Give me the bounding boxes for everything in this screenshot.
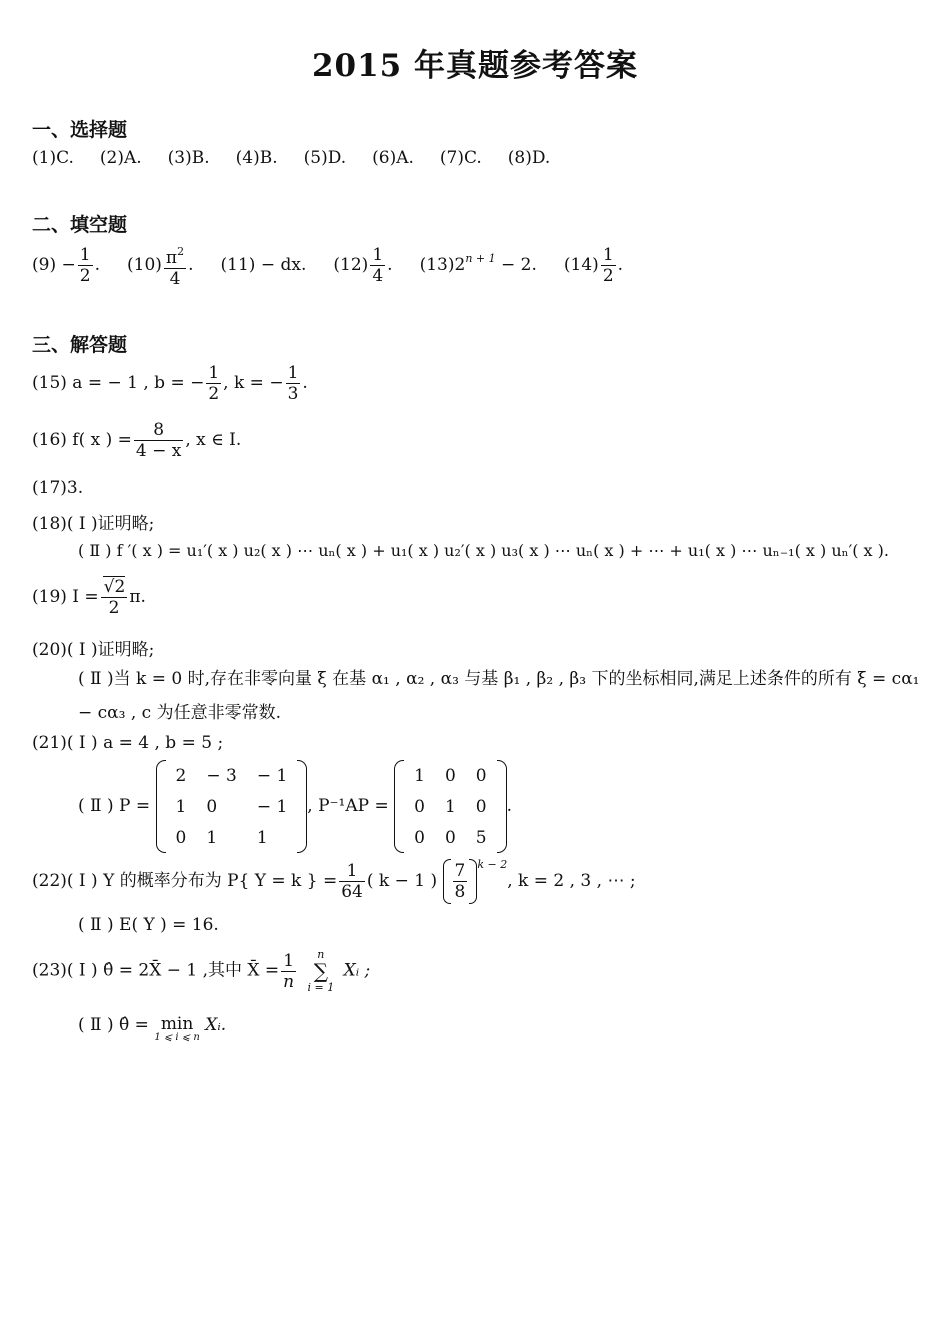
answer-q16: (16) f( x ) = $\frac{8}{4 - x}$ , x ∈ I. — [32, 420, 242, 461]
section-heading-fill: 二、填空题 — [32, 214, 128, 236]
fill-q10: (10) $\frac{\pi^2}{4}$ . — [127, 255, 194, 275]
fill-q9: (9) − $\frac{1}{2}$ . — [32, 245, 100, 286]
answer-q22-part1: (22)( Ⅰ ) Y 的概率分布为 P{ Y = k } = $\frac{1}{64}$ ( k − 1 ) $\frac{7}{8}$ $^{k - 2}$, k = 2 , 3 , ⋯ ; — [32, 858, 636, 902]
answer-q21-part2: ( Ⅱ ) P = 2 − 3 − 1 1 0 − 1 0 1 1 , P⁻¹AP = 1 0 0 0 1 0 0 0 5 . — [78, 760, 512, 853]
choice-answer: (4)B. — [235, 148, 278, 168]
fill-q14: (14) $\frac{1}{2}$ . — [563, 245, 624, 286]
choice-answer: (3)B. — [167, 148, 210, 168]
matrix-P: 2 − 3 − 1 1 0 − 1 0 1 1 — [156, 760, 308, 853]
answer-q20-part2: ( Ⅱ )当 k = 0 时,存在非零向量 ξ 在基 α₁ , α₂ , α₃ 与基 β₁ , β₂ , β₃ 下的坐标相同,满足上述条件的所有 ξ = cα₁ − cα₃ , c 为任意非零常数. — [78, 669, 920, 723]
answer-q19: (19) I = $\frac{√2}{2}$ π. — [32, 577, 146, 618]
matrix-diagonal: 1 0 0 0 1 0 0 0 5 — [394, 760, 506, 853]
answer-q15: (15) a = − 1 , b = − $\frac{1}{2}$ , k = − $\frac{1}{3}$ . — [32, 363, 308, 404]
answer-q18-part1: (18)( Ⅰ )证明略; — [32, 514, 155, 534]
section-heading-solve: 三、解答题 — [32, 334, 128, 356]
answer-q23-part2: ( Ⅱ ) θ̂ = min 1 ⩽ i ⩽ n Xᵢ. — [78, 1014, 227, 1043]
choice-answer: (7)C. — [439, 148, 482, 168]
choice-answer: (5)D. — [303, 148, 347, 168]
choice-answer: (1)C. — [32, 148, 74, 168]
answer-q18-part2: ( Ⅱ ) f ′( x ) = u₁′( x ) u₂( x ) ⋯ uₙ( x ) + u₁( x ) u₂′( x ) u₃( x ) ⋯ uₙ( x ) + ⋯ + u₁( x ) ⋯ uₙ₋₁( x ) uₙ′( x ). — [78, 541, 889, 560]
choice-answer: (8)D. — [507, 148, 551, 168]
answer-q21-part1: (21)( Ⅰ ) a = 4 , b = 5 ; — [32, 733, 224, 753]
choice-answer: (6)A. — [372, 148, 414, 168]
choice-answers-row — [32, 148, 576, 168]
answer-q17: (17)3. — [32, 478, 84, 498]
fill-q11: (11) − dx. — [220, 255, 307, 275]
fill-q12: (12) $\frac{1}{4}$ . — [333, 245, 393, 286]
answer-q20-part1: (20)( Ⅰ )证明略; — [32, 640, 155, 660]
page-title: 2015 年真题参考答案 — [311, 48, 639, 84]
choice-answer: (2)A. — [99, 148, 142, 168]
sum-symbol: n ∑ i = 1 — [307, 948, 335, 994]
answer-q22-part2: ( Ⅱ ) E( Y ) = 16. — [78, 915, 219, 935]
fill-q13: $(13)2^{n + 1} - 2$. — [419, 252, 537, 275]
answer-q23-part1: (23)( Ⅰ ) θ̂ = 2X̄ − 1 ,其中 X̄ = $\frac{1}{n}$ n ∑ i = 1 Xᵢ ; — [32, 948, 371, 994]
fill-answers-row — [32, 242, 623, 289]
section-heading-choice: 一、选择题 — [32, 119, 128, 141]
